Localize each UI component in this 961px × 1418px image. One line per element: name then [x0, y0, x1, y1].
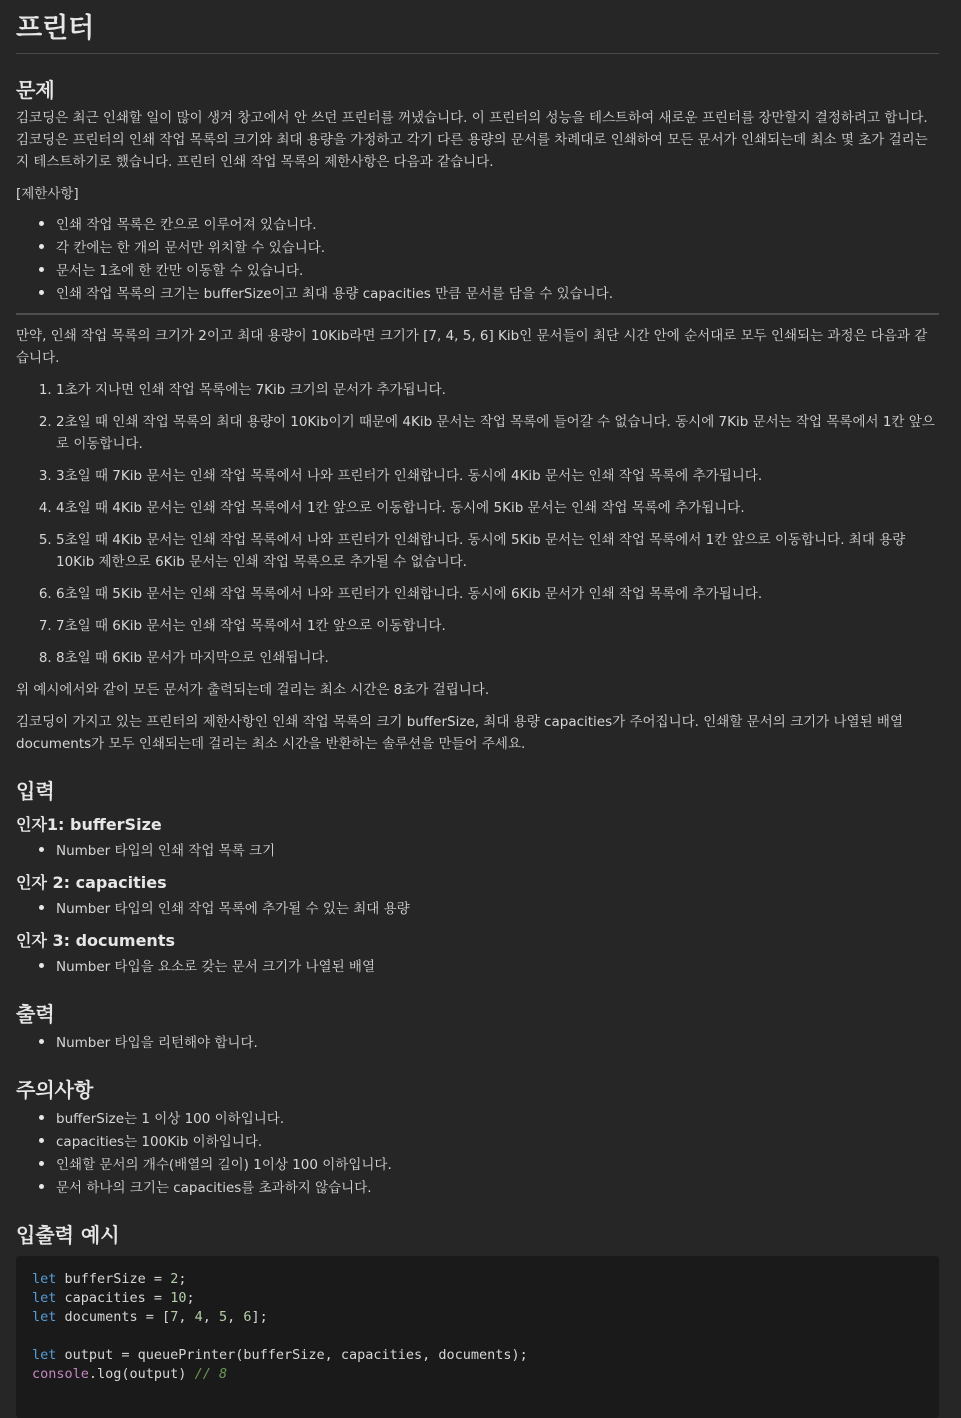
code-keyword: let	[32, 1347, 57, 1363]
list-item: • 인쇄 작업 목록은 칸으로 이루어져 있습니다.	[56, 213, 939, 236]
list-item: 7. 7초일 때 6Kib 문서는 인쇄 작업 목록에서 1칸 앞으로 이동합니다.	[56, 615, 939, 637]
list-item: • 인쇄 작업 목록의 크기는 bufferSize이고 최대 용량 capacities 만큼 문서를 담을 수 있습니다.	[56, 282, 939, 305]
code-keyword: let	[32, 1290, 57, 1306]
arg-title: 인자 2: capacities	[16, 873, 167, 892]
list-item: • capacities는 100Kib 이하입니다.	[56, 1130, 939, 1153]
list-item: • Number 타입을 리턴해야 합니다.	[56, 1031, 939, 1054]
steps-list	[16, 379, 939, 669]
example-summary: 위 예시에서와 같이 모든 문서가 출력되는데 걸리는 최소 시간은 8초가 걸립니다.	[16, 682, 490, 698]
arg-desc-list	[16, 839, 939, 862]
input-heading: 입력	[16, 779, 55, 803]
list-item: • 각 칸에는 한 개의 문서만 위치할 수 있습니다.	[56, 236, 939, 259]
code-keyword: let	[32, 1271, 57, 1287]
code-object: console	[32, 1366, 89, 1382]
code-number: 5	[219, 1309, 228, 1325]
list-item: • Number 타입의 인쇄 작업 목록 크기	[56, 839, 939, 862]
code-number: 7	[170, 1309, 179, 1325]
list-item: • Number 타입의 인쇄 작업 목록에 추가될 수 있는 최대 용량	[56, 897, 939, 920]
code-text: .log(output)	[88, 1366, 195, 1382]
arg-title: 인자1: bufferSize	[16, 815, 162, 834]
task-description: 김코딩이 가지고 있는 프린터의 제한사항인 인쇄 작업 목록의 크기 bufferSize, 최대 용량 capacities가 주어집니다. 인쇄할 문서의 크기가 나열된 배열 documents가 모두 인쇄되는데 걸리는 최소 시간을 반환하는 솔루션을 만들어 주세요.	[16, 714, 904, 752]
list-item: 4. 4초일 때 4Kib 문서는 인쇄 작업 목록에서 1칸 앞으로 이동합니다. 동시에 5Kib 문서는 인쇄 작업 목록에 추가됩니다.	[56, 497, 939, 519]
code-keyword: let	[32, 1309, 57, 1325]
output-heading: 출력	[16, 1002, 55, 1026]
list-item: 2. 2초일 때 인쇄 작업 목록의 최대 용량이 10Kib이기 때문에 4Kib 문서는 작업 목록에 들어갈 수 없습니다. 동시에 7Kib 문서는 작업 목록에서 1칸 앞으로 이동합니다.	[56, 411, 939, 455]
constraints-list	[16, 213, 939, 305]
list-item: 6. 6초일 때 5Kib 문서는 인쇄 작업 목록에서 나와 프린터가 인쇄합니다. 동시에 6Kib 문서가 인쇄 작업 목록에 추가됩니다.	[56, 583, 939, 605]
list-item: 3. 3초일 때 7Kib 문서는 인쇄 작업 목록에서 나와 프린터가 인쇄합니다. 동시에 4Kib 문서는 인쇄 작업 목록에 추가됩니다.	[56, 465, 939, 487]
constraints-label: [제한사항]	[16, 186, 79, 202]
example-intro: 만약, 인쇄 작업 목록의 크기가 2이고 최대 용량이 10Kib라면 크기가 [7, 4, 5, 6] Kib인 문서들이 최단 시간 안에 순서대로 모두 인쇄되는 과정은 다음과 같습니다.	[16, 328, 928, 366]
code-number: 4	[194, 1309, 203, 1325]
problem-intro: 김코딩은 최근 인쇄할 일이 많이 생겨 창고에서 안 쓰던 프린터를 꺼냈습니다. 이 프린터의 성능을 테스트하여 새로운 프린터를 장만할지 결정하려고 합니다. 김코딩은 프린터의 인쇄 작업 목록의 크기와 최대 용량을 가정하고 각기 다른 용량의 문서를 차례대로 인쇄하여 모든 문서가 인쇄되는데 최소 몇 초가 걸리는지 테스트하기로 했습니다. 프린터 인쇄 작업 목록의 제한사항은 다음과 같습니다.	[16, 110, 928, 170]
list-item: • 문서 하나의 크기는 capacities를 초과하지 않습니다.	[56, 1176, 939, 1199]
page-title: 프린터	[16, 0, 939, 54]
code-text: ];	[251, 1309, 268, 1325]
list-item: 1. 1초가 지나면 인쇄 작업 목록에는 7Kib 크기의 문서가 추가됩니다.	[56, 379, 939, 401]
notes-heading: 주의사항	[16, 1078, 94, 1102]
code-comment: // 8	[194, 1366, 228, 1382]
examples-heading: 입출력 예시	[16, 1223, 120, 1247]
list-item: • Number 타입을 요소로 갖는 문서 크기가 나열된 배열	[56, 955, 939, 978]
code-number: 6	[243, 1309, 252, 1325]
code-text: bufferSize =	[56, 1271, 171, 1287]
list-item: • 문서는 1초에 한 칸만 이동할 수 있습니다.	[56, 259, 939, 282]
list-item: 8. 8초일 때 6Kib 문서가 마지막으로 인쇄됩니다.	[56, 647, 939, 669]
code-number: 2	[170, 1271, 179, 1287]
notes-list	[16, 1107, 939, 1199]
list-item: • bufferSize는 1 이상 100 이하입니다.	[56, 1107, 939, 1130]
code-text: documents = [	[56, 1309, 171, 1325]
output-list	[16, 1031, 939, 1054]
list-item: 5. 5초일 때 4Kib 문서는 인쇄 작업 목록에서 나와 프린터가 인쇄합니다. 동시에 5Kib 문서는 인쇄 작업 목록에서 1칸 앞으로 이동합니다. 최대 용량 10Kib 제한으로 6Kib 문서는 인쇄 작업 목록으로 추가될 수 없습니다.	[56, 529, 939, 573]
code-block: let bufferSize = 2; let capacities = 10; let documents = [7, 4, 5, 6]; let output = queuePrinter(bufferSize, capacities, documents); console.log(output) // 8	[16, 1256, 939, 1418]
arg-title: 인자 3: documents	[16, 931, 175, 950]
arg-desc-list	[16, 897, 939, 920]
code-text: output = queuePrinter(bufferSize, capacities, documents);	[56, 1347, 528, 1363]
arg-desc-list	[16, 955, 939, 978]
divider	[16, 313, 939, 315]
code-text: capacities =	[56, 1290, 171, 1306]
problem-heading: 문제	[16, 78, 55, 102]
list-item: • 인쇄할 문서의 개수(배열의 길이) 1이상 100 이하입니다.	[56, 1153, 939, 1176]
code-number: 10	[170, 1290, 187, 1306]
